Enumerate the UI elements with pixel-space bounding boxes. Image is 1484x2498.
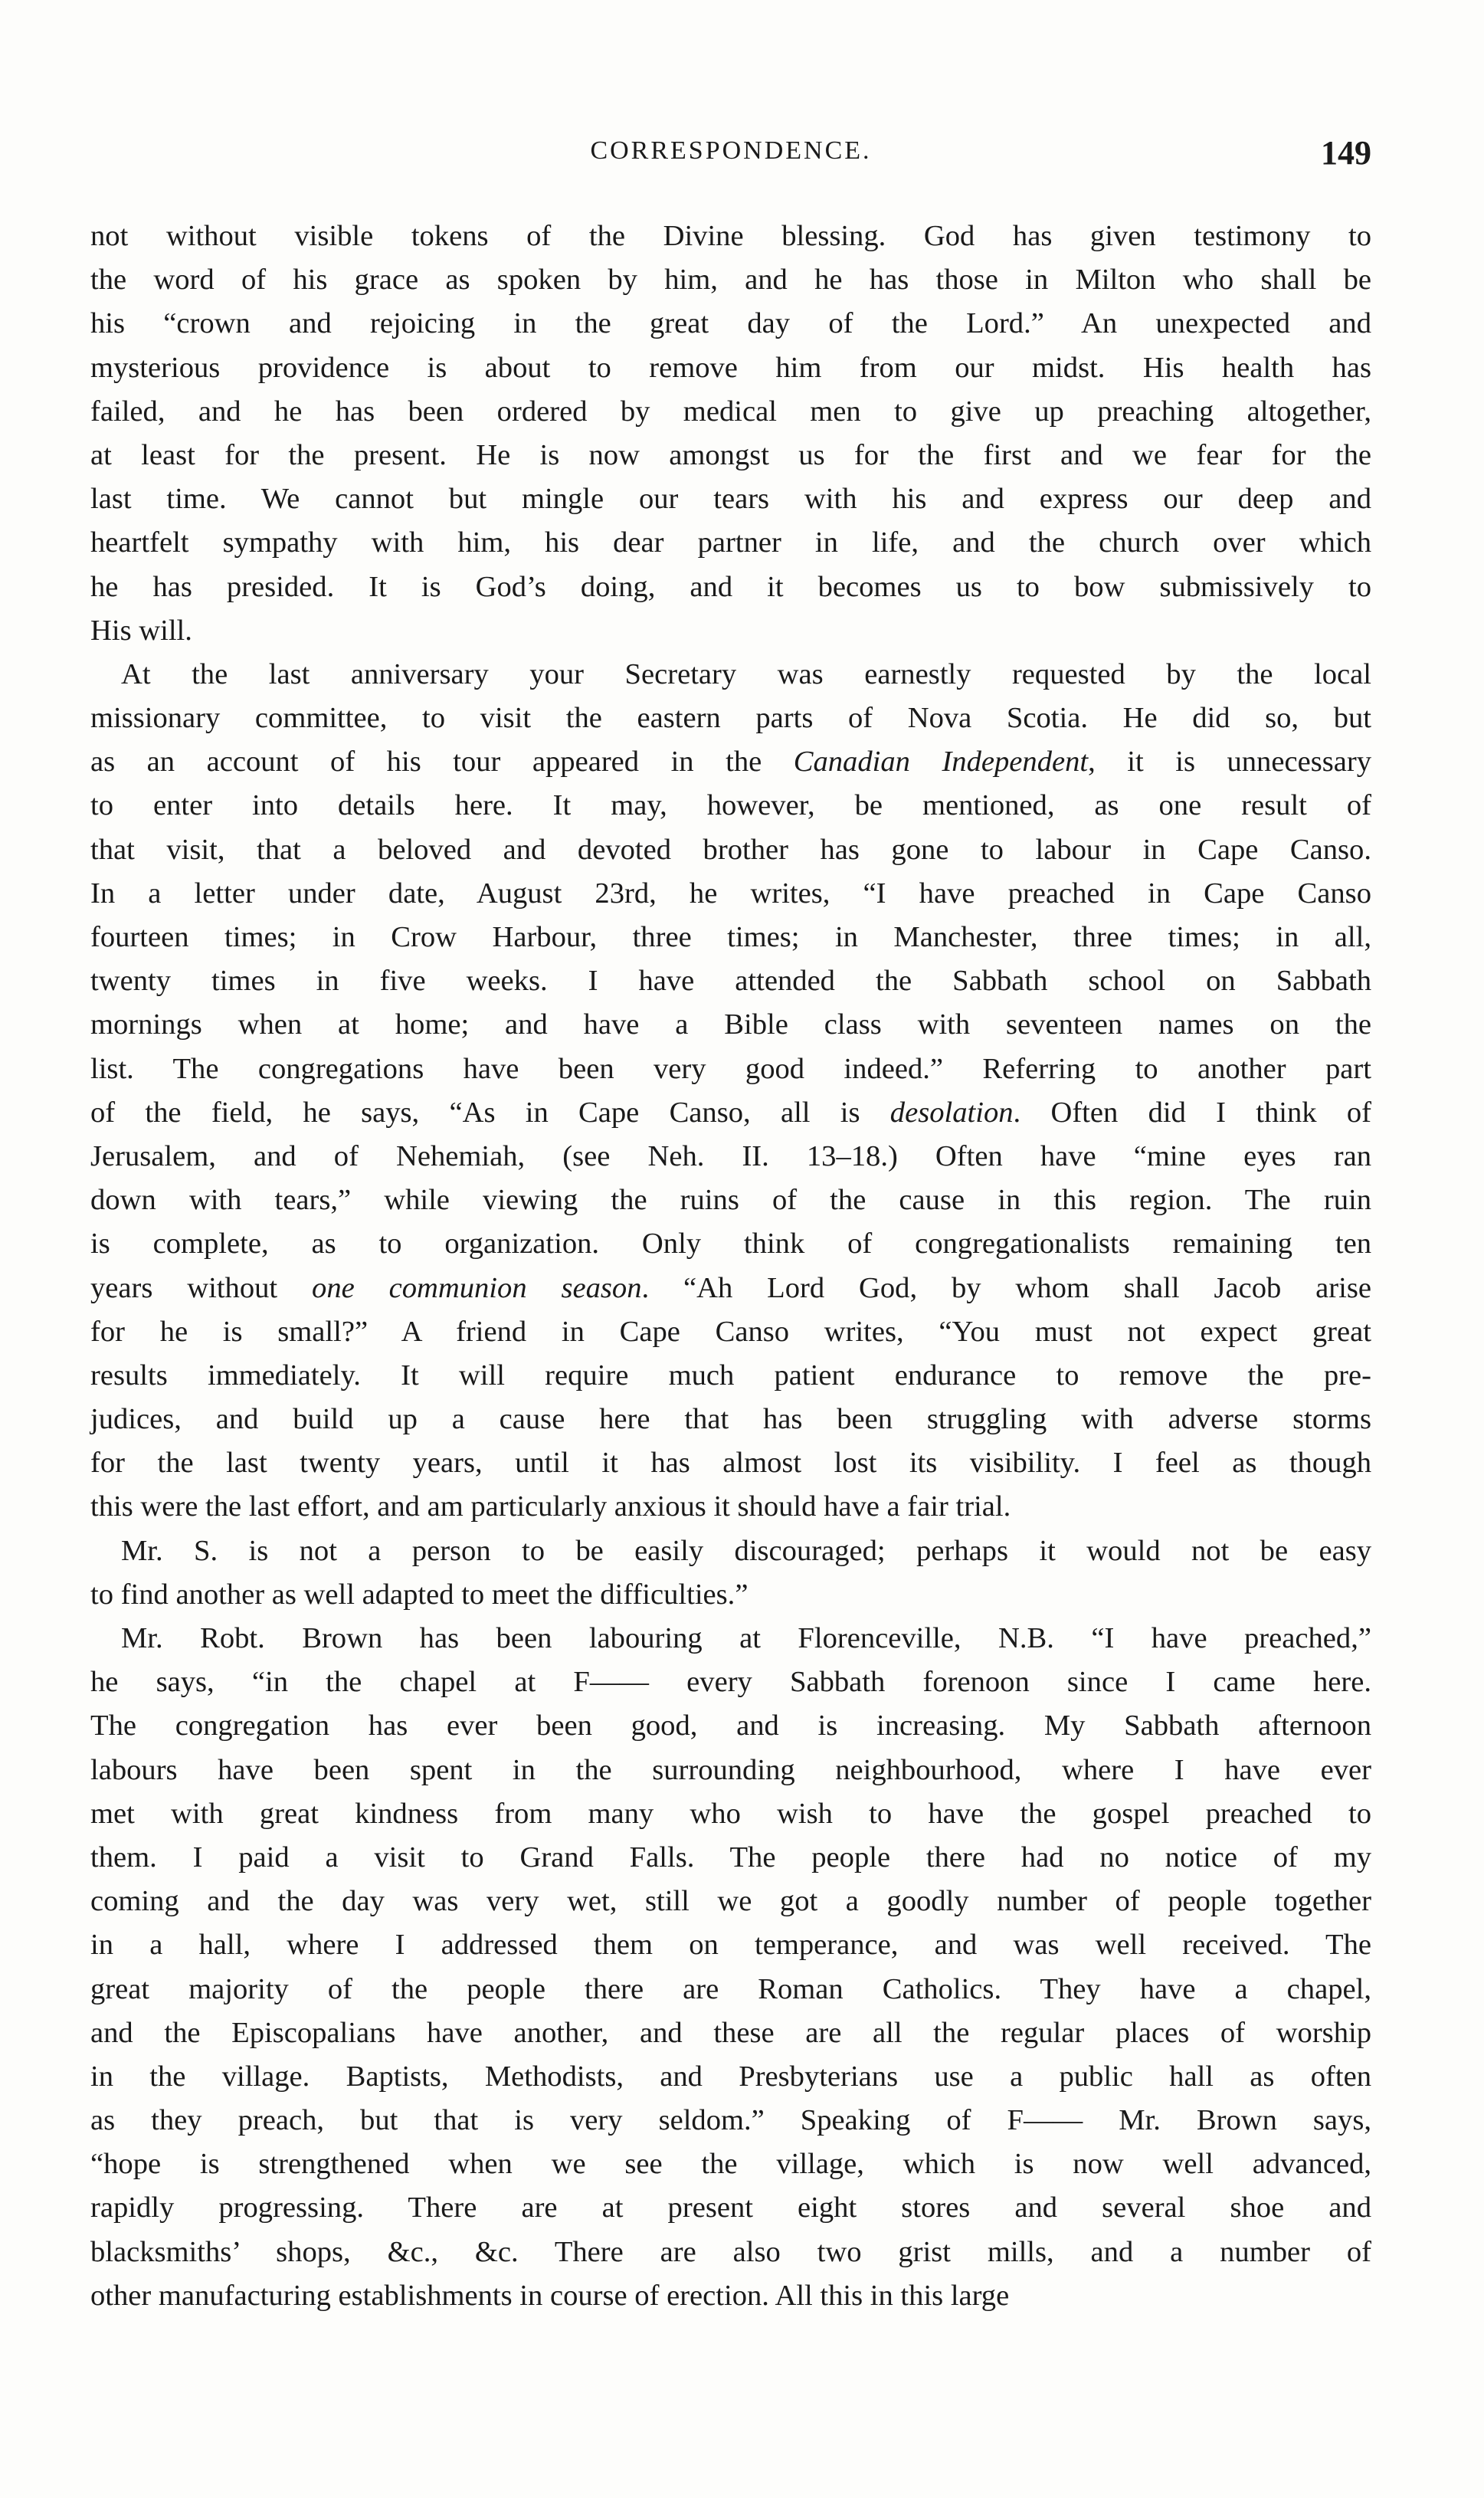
text-line: missionary committee, to visit the eastern parts of Nova Scotia. He did so, but	[90, 702, 1371, 735]
text-line: he says, “in the chapel at F—— every Sabbath forenoon since I came here.	[90, 1666, 1371, 1699]
text-line: labours have been spent in the surrounding neighbourhood, where I have ever	[90, 1753, 1371, 1786]
text-line: mysterious providence is about to remove him from our midst. His health has	[90, 351, 1371, 384]
text-line: this were the last effort, and am particularly anxious it should have a fair trial.	[90, 1490, 1011, 1523]
text-line: not without visible tokens of the Divine blessing. God has given testimony to	[90, 220, 1371, 252]
text-line: His will.	[90, 614, 192, 647]
text-line: to enter into details here. It may, however, be mentioned, as one result of	[90, 789, 1371, 822]
text-line: In a letter under date, August 23rd, he writes, “I have preached in Cape Canso	[90, 877, 1371, 910]
paragraph	[90, 1617, 1371, 2318]
text-line: failed, and he has been ordered by medical men to give up preaching altogether,	[90, 395, 1371, 428]
text-line: and the Episcopalians have another, and these are all the regular places of worship	[90, 2016, 1371, 2049]
text-line: Jerusalem, and of Nehemiah, (see Neh. II. 13–18.) Often have “mine eyes ran	[90, 1139, 1371, 1172]
text-line: mornings when at home; and have a Bible class with seventeen names on the	[90, 1008, 1371, 1041]
text-line: his “crown and rejoicing in the great day of the Lord.” An unexpected and	[90, 307, 1371, 340]
text-line: for the last twenty years, until it has almost lost its visibility. I feel as though	[90, 1447, 1371, 1480]
running-head	[90, 136, 1371, 182]
text-line: other manufacturing establishments in course of erection. All this in this large	[90, 2279, 1010, 2312]
text-line: rapidly progressing. There are at present eight stores and several shoe and	[90, 2191, 1371, 2224]
text-line: he has presided. It is God’s doing, and it becomes us to bow submissively to	[90, 570, 1371, 603]
text-line: in the village. Baptists, Methodists, and Presbyterians use a public hall as often	[90, 2060, 1371, 2093]
text-line: of the field, he says, “As in Cape Canso, all is desolation. Often did I think of	[90, 1096, 1371, 1129]
text-line: At the last anniversary your Secretary was earnestly requested by the local	[121, 657, 1371, 690]
text-line: at least for the present. He is now amongst us for the first and we fear for the	[90, 438, 1371, 471]
text-line: is complete, as to organization. Only think of congregationalists remaining ten	[90, 1228, 1371, 1260]
paragraph	[90, 653, 1371, 1529]
paragraph	[90, 215, 1371, 653]
text-line: the word of his grace as spoken by him, and he has those in Milton who shall be	[90, 264, 1371, 297]
text-line: The congregation has ever been good, and is increasing. My Sabbath afternoon	[90, 1710, 1371, 1742]
text-line: list. The congregations have been very good indeed.” Referring to another part	[90, 1052, 1371, 1085]
text-line: as an account of his tour appeared in the Canadian Independent, it is unnecessary	[90, 746, 1371, 779]
italic-phrase: one communion season	[312, 1271, 642, 1304]
text-line: blacksmiths’ shops, &c., &c. There are also two grist mills, and a number of	[90, 2235, 1371, 2268]
text-line: results immediately. It will require much patient endurance to remove the pre-	[90, 1359, 1371, 1392]
text-line: down with tears,” while viewing the ruins of the cause in this region. The ruin	[90, 1184, 1371, 1217]
text-line: last time. We cannot but mingle our tears with his and express our deep and	[90, 483, 1371, 516]
text-line: for he is small?” A friend in Cape Canso writes, “You must not expect great	[90, 1315, 1371, 1348]
text-line: fourteen times; in Crow Harbour, three times; in Manchester, three times; in all,	[90, 921, 1371, 953]
text-line: “hope is strengthened when we see the village, which is now well advanced,	[90, 2148, 1371, 2181]
text-line: as they preach, but that is very seldom.” Speaking of F—— Mr. Brown says,	[90, 2104, 1371, 2137]
text-line: years without one communion season. “Ah Lord God, by whom shall Jacob arise	[90, 1271, 1371, 1304]
text-line: Mr. S. is not a person to be easily discouraged; perhaps it would not be easy	[121, 1534, 1371, 1567]
text-line: Mr. Robt. Brown has been labouring at Florenceville, N.B. “I have preached,”	[121, 1622, 1371, 1654]
paragraph	[90, 1529, 1371, 1617]
text-line: heartfelt sympathy with him, his dear partner in life, and the church over which	[90, 526, 1371, 559]
text-line: to find another as well adapted to meet the difficulties.”	[90, 1578, 749, 1611]
text-line: coming and the day was very wet, still we got a goodly number of people together	[90, 1885, 1371, 1918]
text-line: judices, and build up a cause here that has been struggling with adverse storms	[90, 1403, 1371, 1436]
text-line: twenty times in five weeks. I have attended the Sabbath school on Sabbath	[90, 965, 1371, 998]
text-line: met with great kindness from many who wish to have the gospel preached to	[90, 1797, 1371, 1830]
body-text	[90, 215, 1371, 2318]
text-line: them. I paid a visit to Grand Falls. The people there had no notice of my	[90, 1841, 1371, 1874]
running-title: CORRESPONDENCE.	[590, 136, 872, 165]
italic-phrase: desolation	[889, 1096, 1014, 1129]
italic-phrase: Canadian Independent	[793, 746, 1089, 779]
text-line: in a hall, where I addressed them on temperance, and was well received. The	[90, 1929, 1371, 1962]
text-line: that visit, that a beloved and devoted brother has gone to labour in Cape Canso.	[90, 833, 1371, 866]
text-line: great majority of the people there are Roman Catholics. They have a chapel,	[90, 1972, 1371, 2005]
page-number: 149	[1321, 134, 1371, 172]
